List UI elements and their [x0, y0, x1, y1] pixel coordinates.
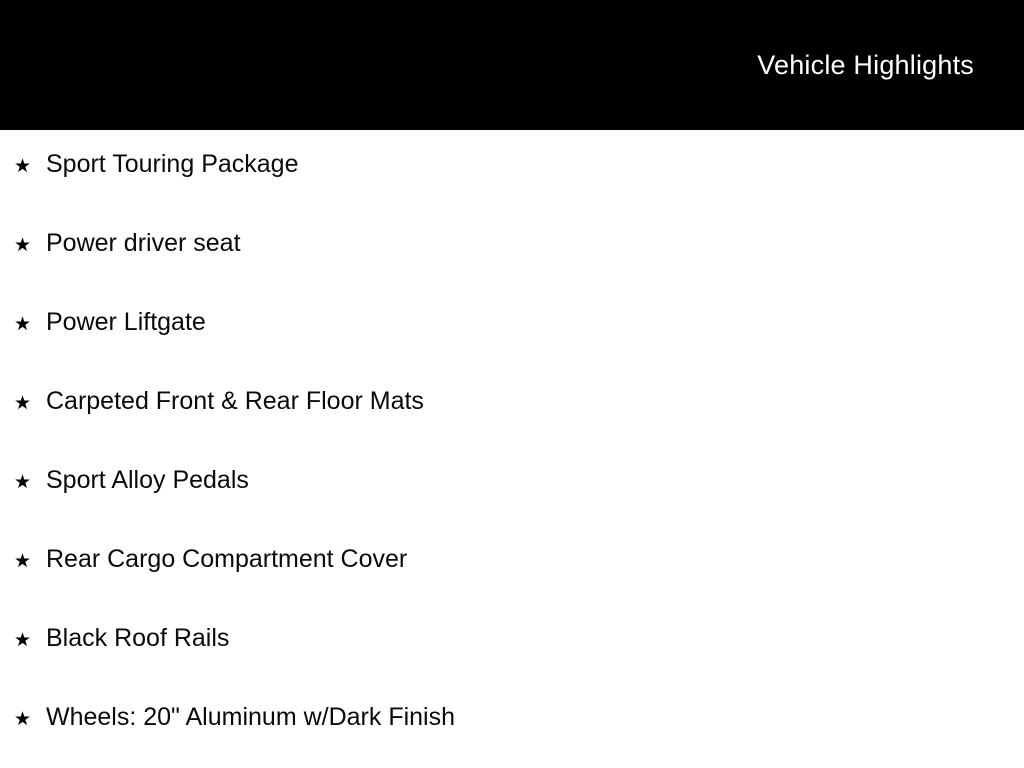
star-icon: ★	[14, 472, 32, 493]
star-icon: ★	[14, 314, 32, 335]
list-item	[0, 389, 1024, 468]
list-item	[0, 468, 1024, 547]
star-icon: ★	[14, 235, 32, 256]
star-icon: ★	[14, 709, 32, 730]
star-icon: ★	[14, 630, 32, 651]
vehicle-highlights-list	[0, 130, 1024, 768]
list-item-label: Carpeted Front & Rear Floor Mats	[46, 387, 424, 415]
list-item	[0, 152, 1024, 231]
list-item	[0, 705, 1024, 768]
list-item-label: Black Roof Rails	[46, 624, 230, 652]
star-icon: ★	[14, 156, 32, 177]
list-item	[0, 231, 1024, 310]
page-header	[0, 0, 1024, 130]
list-item	[0, 626, 1024, 705]
list-item	[0, 310, 1024, 389]
list-item-label: Power Liftgate	[46, 308, 206, 336]
list-item-label: Wheels: 20" Aluminum w/Dark Finish	[46, 703, 456, 731]
list-item	[0, 547, 1024, 626]
list-item-label: Sport Alloy Pedals	[46, 466, 249, 494]
star-icon: ★	[14, 393, 32, 414]
page-title: Vehicle Highlights	[757, 49, 974, 80]
list-item-label: Power driver seat	[46, 229, 241, 257]
list-item-label: Rear Cargo Compartment Cover	[46, 545, 408, 573]
list-item-label: Sport Touring Package	[46, 150, 299, 178]
star-icon: ★	[14, 551, 32, 572]
